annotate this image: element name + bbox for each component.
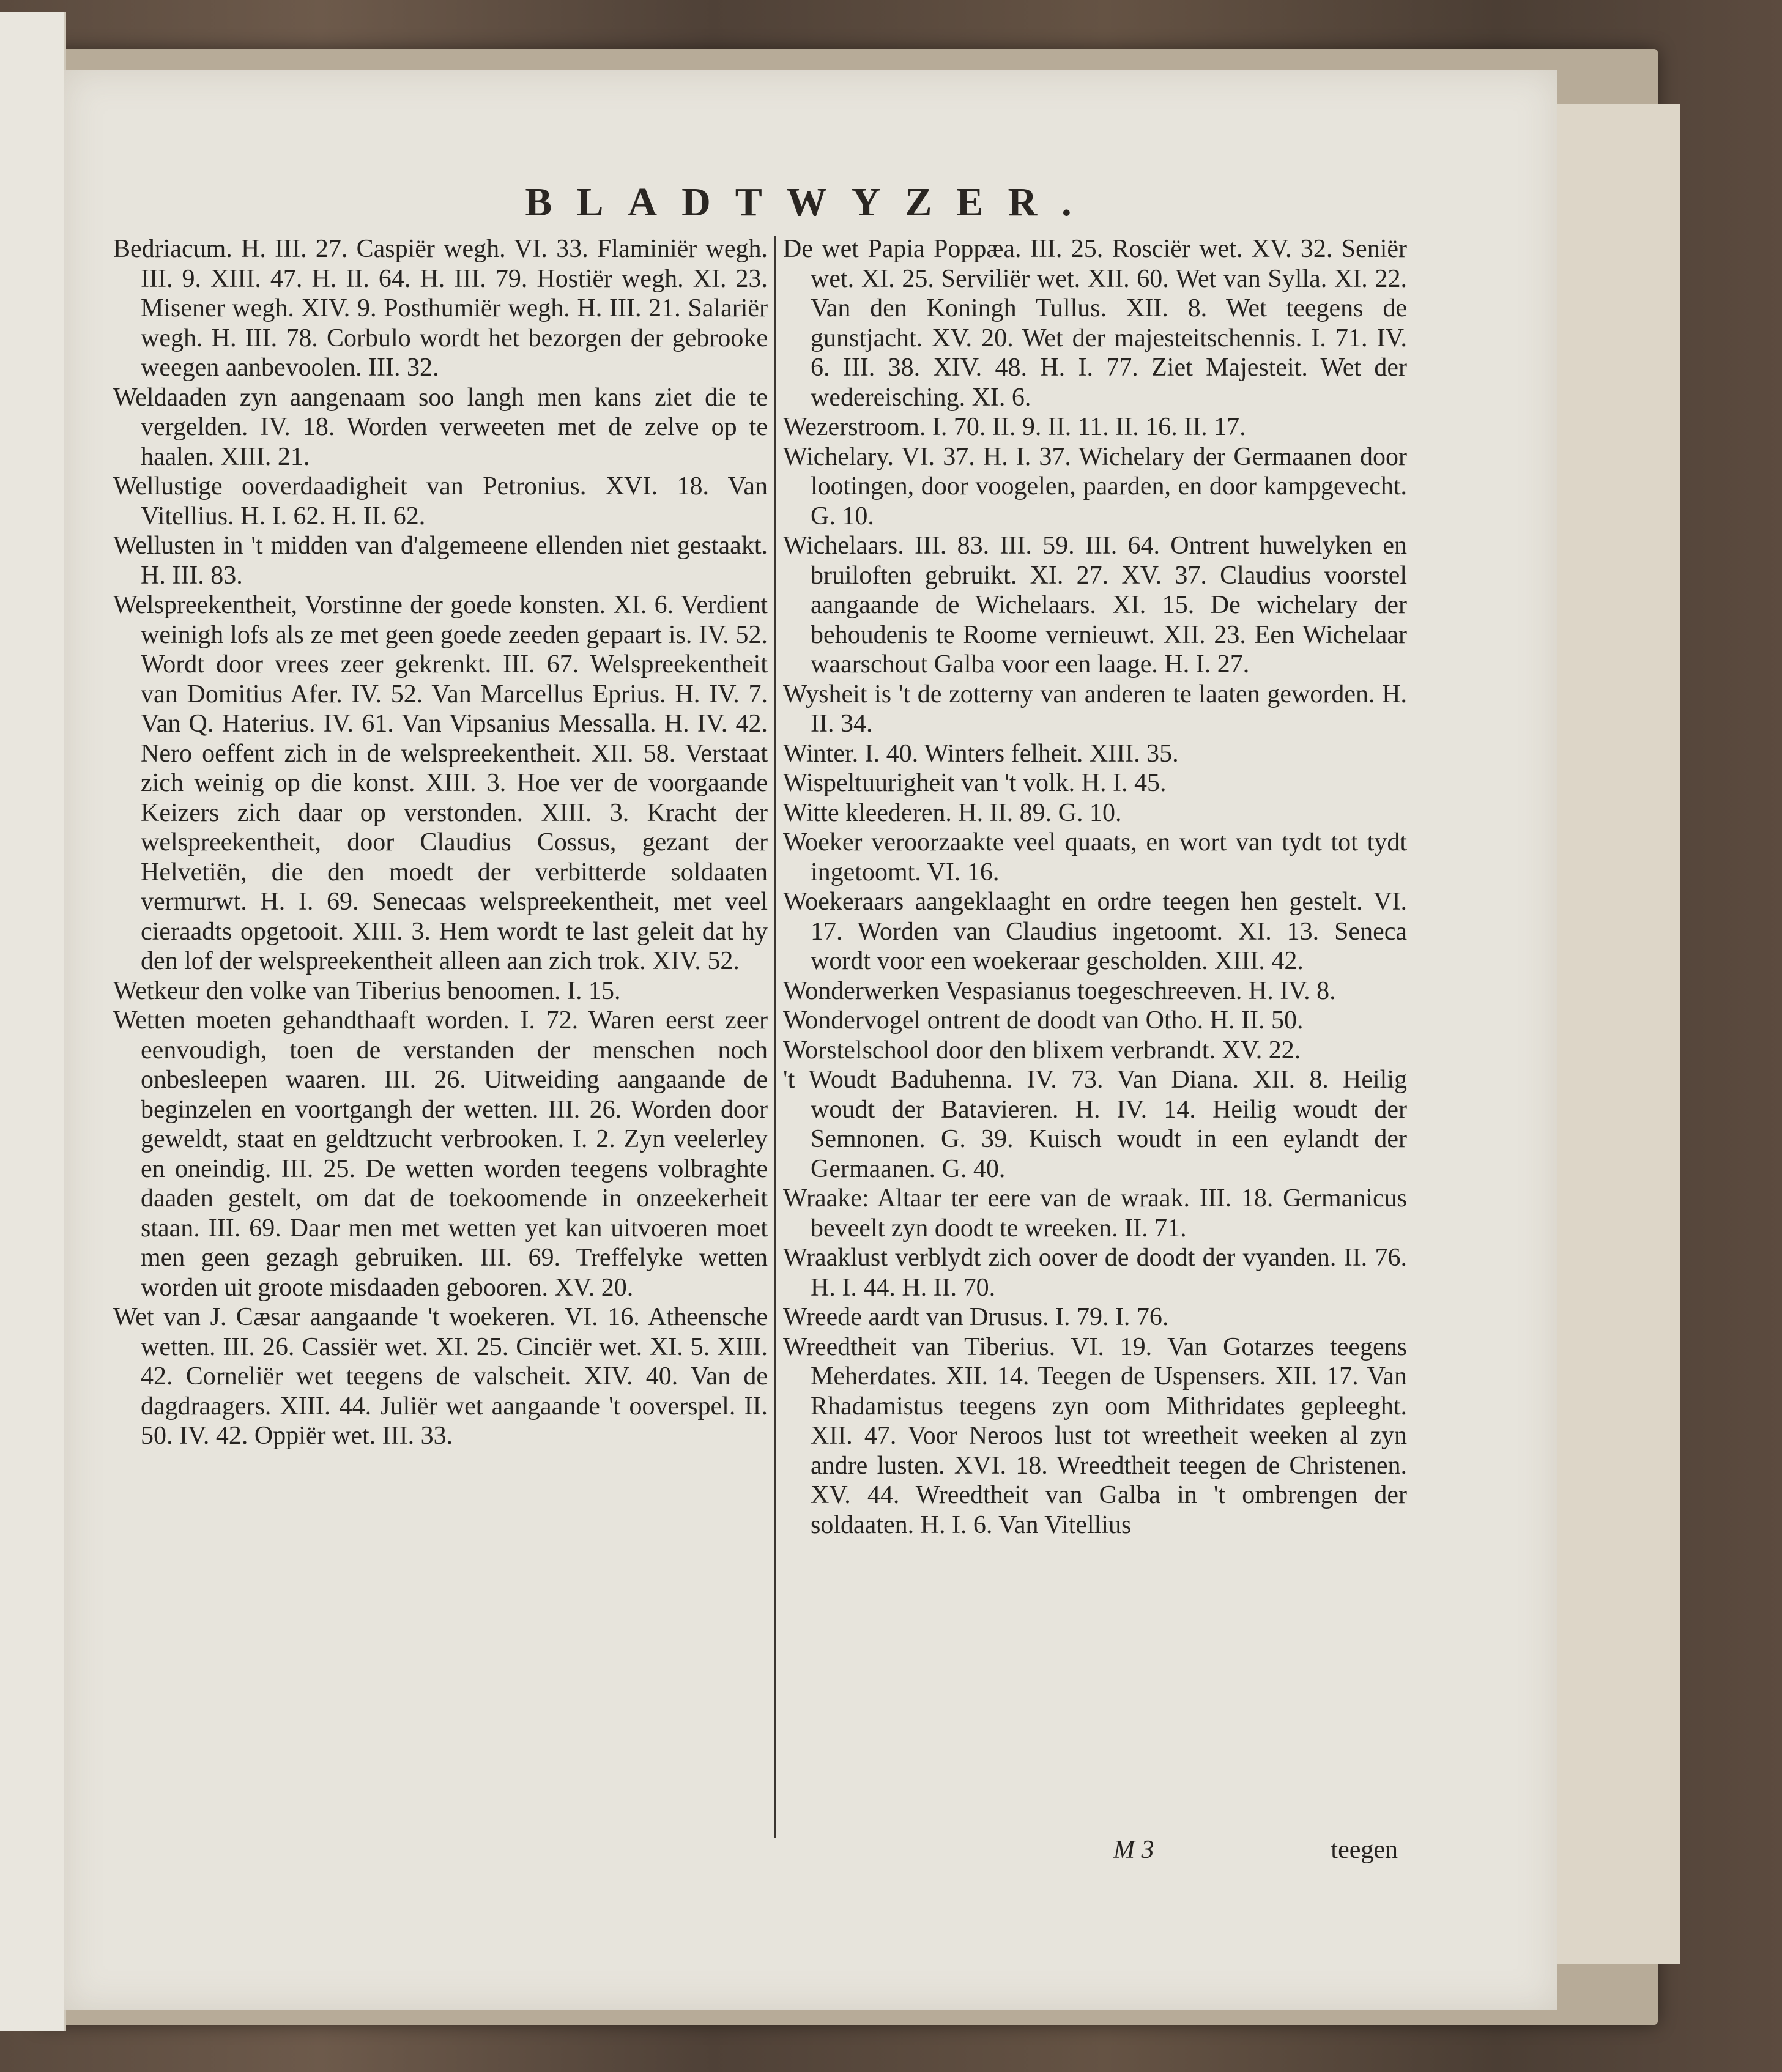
index-entry: Wreedtheit van Tiberius. VI. 19. Van Gotarzes teegens Meherdates. XII. 14. Teegen de Uspensers. XII. 17. Van Rhadamistus teegens zyn oom Mithridates gepleeght. XII. 47. Voor Neroos lust tot wreetheit weeken al zyn andre lusten. XVI. 18. Wreedtheit teegen de Christenen. XV. 44. Wreedtheit van Galba in 't ombrengen der soldaaten. H. I. 6. Van Vitellius: [783, 1332, 1407, 1539]
index-entry: Wysheit is 't de zotterny van anderen te laaten geworden. H. II. 34.: [783, 680, 1407, 738]
index-entry: Wispeltuurigheit van 't volk. H. I. 45.: [783, 769, 1167, 797]
index-entry: Wetkeur den volke van Tiberius benoomen. I. 15.: [113, 976, 621, 1005]
index-entry: Wezerstroom. I. 70. II. 9. II. 11. II. 16. II. 17.: [783, 413, 1246, 441]
index-entry: Wellusten in 't midden van d'algemeene ellenden niet gestaakt. H. III. 83.: [113, 532, 768, 590]
index-entry: Bedriacum. H. III. 27. Caspiër wegh. VI. 33. Flaminiër wegh. III. 9. XIII. 47. H. II. 64. H. III. 79. Hostiër wegh. XI. 23. Misener wegh. XIV. 9. Posthumiër wegh. H. III. 21. Salariër wegh. H. III. 78. Corbulo wordt het bezorgen der gebrooke weegen aanbevoolen. III. 32.: [113, 235, 768, 382]
index-column-right: [783, 234, 1407, 1540]
index-entry: De wet Papia Poppæa. III. 25. Rosciër wet. XV. 32. Seniër wet. XI. 25. Serviliër wet. XII. 60. Wet van Sylla. XI. 22. Van den Koningh Tullus. XII. 8. Wet teegens de gunstjacht. XV. 20. Wet der majesteitschennis. I. 71. IV. 6. III. 38. XIV. 48. H. I. 77. Ziet Majesteit. Wet der wedereisching. XI. 6.: [783, 235, 1407, 412]
cover-paper-flap: [1545, 104, 1680, 1964]
signature-mark: M 3: [1113, 1836, 1154, 1864]
index-entry: Worstelschool door den blixem verbrandt. XV. 22.: [783, 1036, 1301, 1064]
index-entry: Wetten moeten gehandthaaft worden. I. 72. Waren eerst zeer eenvoudigh, toen de verstanden der menschen noch onbesleepen waaren. III. 26. Uitweiding aangaande de beginzelen en voortgangh der wetten. III. 26. Worden door geweldt, staat en geldtzucht verbrooken. I. 2. Zyn veelerley en oneindig. III. 25. De wetten worden teegens volbraghte daaden gestelt, om dat de toekoomende in onzeekerheit staan. III. 69. Daar men met wetten yet kan uitvoeren moet men geen gezagh gebruiken. III. 69. Treffelyke wetten worden uit groote misdaaden gebooren. XV. 20.: [113, 1006, 768, 1302]
index-column-left: [113, 234, 768, 1451]
index-entry: Wichelaars. III. 83. III. 59. III. 64. Ontrent huwelyken en bruiloften gebruikt. XI. 27. XV. 37. Claudius voorstel aangaande de Wichelaars. XI. 15. De wichelary der behoudenis te Roome vernieuwt. XII. 23. Een Wichelaar waarschout Galba voor een laage. H. I. 27.: [783, 532, 1407, 678]
book-page: [64, 70, 1557, 2010]
index-entry: Wraaklust verblydt zich oover de doodt der vyanden. II. 76. H. I. 44. H. II. 70.: [783, 1244, 1407, 1302]
index-entry: Wellustige ooverdaadigheit van Petronius. XVI. 18. Van Vitellius. H. I. 62. H. II. 62.: [113, 472, 768, 530]
page-footer: [1031, 1835, 1398, 1866]
index-entry: Welspreekentheit, Vorstinne der goede konsten. XI. 6. Verdient weinigh lofs als ze met geen goede zeeden gepaart is. IV. 52. Wordt door vrees zeer gekrenkt. III. 67. Welspreekentheit van Domitius Afer. IV. 52. Van Marcellus Eprius. H. IV. 7. Van Q. Haterius. IV. 61. Van Vipsanius Messalla. H. IV. 42. Nero oeffent zich in de welspreekentheit. XII. 58. Verstaat zich weinig op die konst. XIII. 3. Hoe ver de voorgaande Keizers zich daar op verstonden. XIII. 3. Kracht der welspreekentheit, door Claudius Cossus, gezant der Helvetiën, die den moedt der verbitterde soldaaten vermurwt. H. I. 69. Senecaas welspreekentheit, met veel cieraadts opgetooit. XIII. 3. Hem wordt te last geleit dat hy den lof der welspreekentheit alleen aan zich trok. XIV. 52.: [113, 591, 768, 975]
index-entry: Wet van J. Cæsar aangaande 't woekeren. VI. 16. Atheensche wetten. III. 26. Cassiër wet. XI. 25. Cinciër wet. XI. 5. XIII. 42. Corneliër wet teegens de valscheit. XIV. 40. Van de dagdraagers. XIII. 44. Juliër wet aangaande 't ooverspel. II. 50. IV. 42. Oppiër wet. III. 33.: [113, 1303, 768, 1450]
index-entry: Wraake: Altaar ter eere van de wraak. III. 18. Germanicus beveelt zyn doodt te wreeken. II. 71.: [783, 1184, 1407, 1242]
index-entry: 't Woudt Baduhenna. IV. 73. Van Diana. XII. 8. Heilig woudt der Batavieren. H. IV. 14. Heilig woudt der Semnonen. G. 39. Kuisch woudt in een eylandt der Germaanen. G. 40.: [783, 1066, 1407, 1183]
catchword: teegen: [1331, 1836, 1398, 1864]
index-entry: Witte kleederen. H. II. 89. G. 10.: [783, 798, 1122, 827]
index-entry: Woekeraars aangeklaaght en ordre teegen hen gestelt. VI. 17. Worden van Claudius ingetoomt. XI. 13. Seneca wordt voor een woekeraar gescholden. XIII. 42.: [783, 888, 1407, 975]
torn-page-edge: [0, 12, 66, 2031]
page-title: BLADTWYZER.: [525, 180, 1096, 225]
index-entry: Wonderwerken Vespasianus toegeschreeven. H. IV. 8.: [783, 976, 1336, 1005]
index-entry: Weldaaden zyn aangenaam soo langh men kans ziet die te vergelden. IV. 18. Worden verweeten met de zelve op te haalen. XIII. 21.: [113, 383, 768, 471]
index-entry: Wreede aardt van Drusus. I. 79. I. 76.: [783, 1303, 1169, 1331]
index-entry: Woeker veroorzaakte veel quaats, en wort van tydt tot tydt ingetoomt. VI. 16.: [783, 828, 1407, 886]
column-divider: [774, 236, 776, 1838]
index-entry: Wichelary. VI. 37. H. I. 37. Wichelary der Germaanen door lootingen, door voogelen, paarden, en door kampgevecht. G. 10.: [783, 442, 1407, 530]
index-entry: Wondervogel ontrent de doodt van Otho. H. II. 50.: [783, 1006, 1304, 1034]
index-entry: Winter. I. 40. Winters felheit. XIII. 35.: [783, 739, 1179, 768]
